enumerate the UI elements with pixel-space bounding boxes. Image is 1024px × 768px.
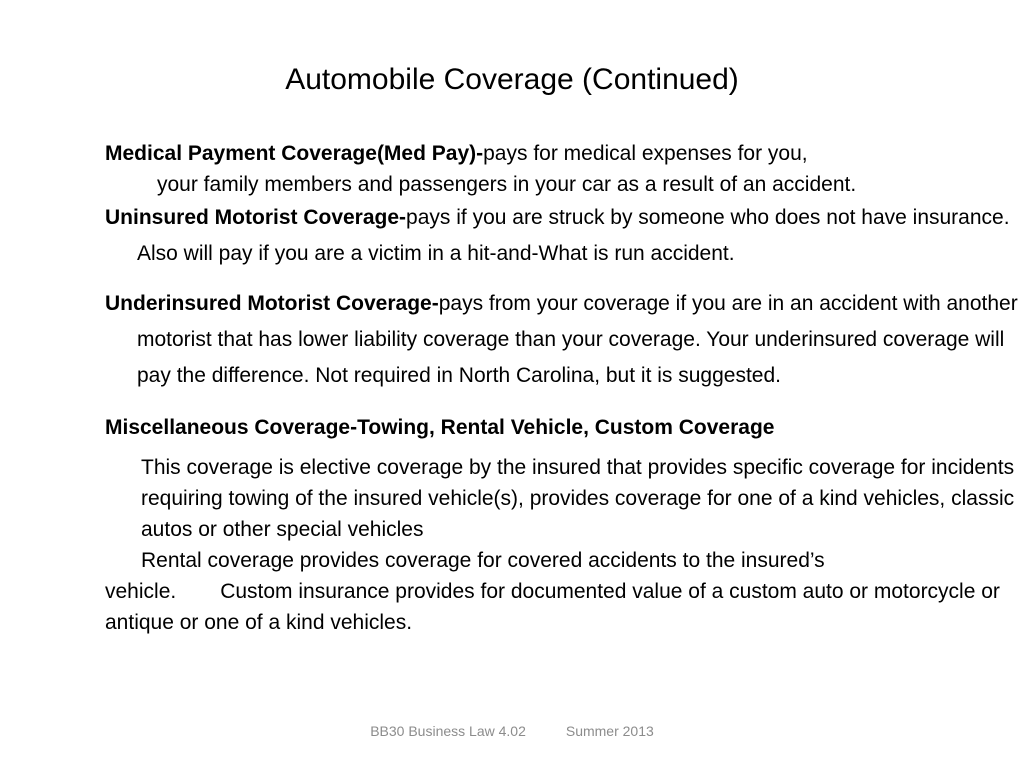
miscellaneous-coverage-term: Miscellaneous Coverage-Towing, Rental Vehicle, Custom Coverage	[105, 416, 775, 439]
miscellaneous-coverage-paragraph	[105, 452, 1020, 638]
rental-coverage-end: vehicle.	[105, 580, 177, 603]
medical-payment-term: Medical Payment Coverage(Med Pay)-	[105, 142, 484, 165]
medical-payment-text-line2: your family members and passengers in your car as a result of an accident.	[157, 173, 857, 196]
medical-payment-text-line1: pays for medical expenses for you,	[483, 142, 808, 165]
uninsured-motorist-paragraph	[105, 200, 1020, 272]
footer-term: Summer 2013	[565, 723, 654, 739]
underinsured-motorist-paragraph	[105, 286, 1020, 394]
miscellaneous-coverage-heading	[105, 410, 1020, 446]
elective-coverage-text: This coverage is elective coverage by the insured that provides specific coverage for incidents requiring towing of the insured vehicle(s), provides coverage for one of a kind vehicles, classic autos or other special vehicles	[141, 456, 1015, 541]
underinsured-motorist-text: pays from your coverage if you are in an accident with another motorist that has lower liability coverage than your coverage. Your underinsured coverage will pay the difference. Not required in North Carolina, but it is suggested.	[137, 292, 1018, 387]
custom-insurance-text: Custom insurance provides for documented value of a custom auto or motorcycle or antique or one of a kind vehicles.	[105, 580, 1000, 634]
footer-course: BB30 Business Law 4.02	[370, 723, 526, 739]
slide-body	[105, 138, 1020, 638]
rental-coverage-text: Rental coverage provides coverage for covered accidents to the insured’s	[141, 549, 825, 572]
medical-payment-paragraph	[105, 138, 1020, 200]
underinsured-motorist-term: Underinsured Motorist Coverage-	[105, 292, 439, 315]
slide-title: Automobile Coverage (Continued)	[285, 63, 739, 96]
uninsured-motorist-term: Uninsured Motorist Coverage-	[105, 206, 407, 229]
uninsured-motorist-text: pays if you are struck by someone who does not have insurance. Also will pay if you are a victim in a hit-and-What is run accident.	[137, 206, 1010, 265]
slide-footer	[0, 723, 1024, 739]
